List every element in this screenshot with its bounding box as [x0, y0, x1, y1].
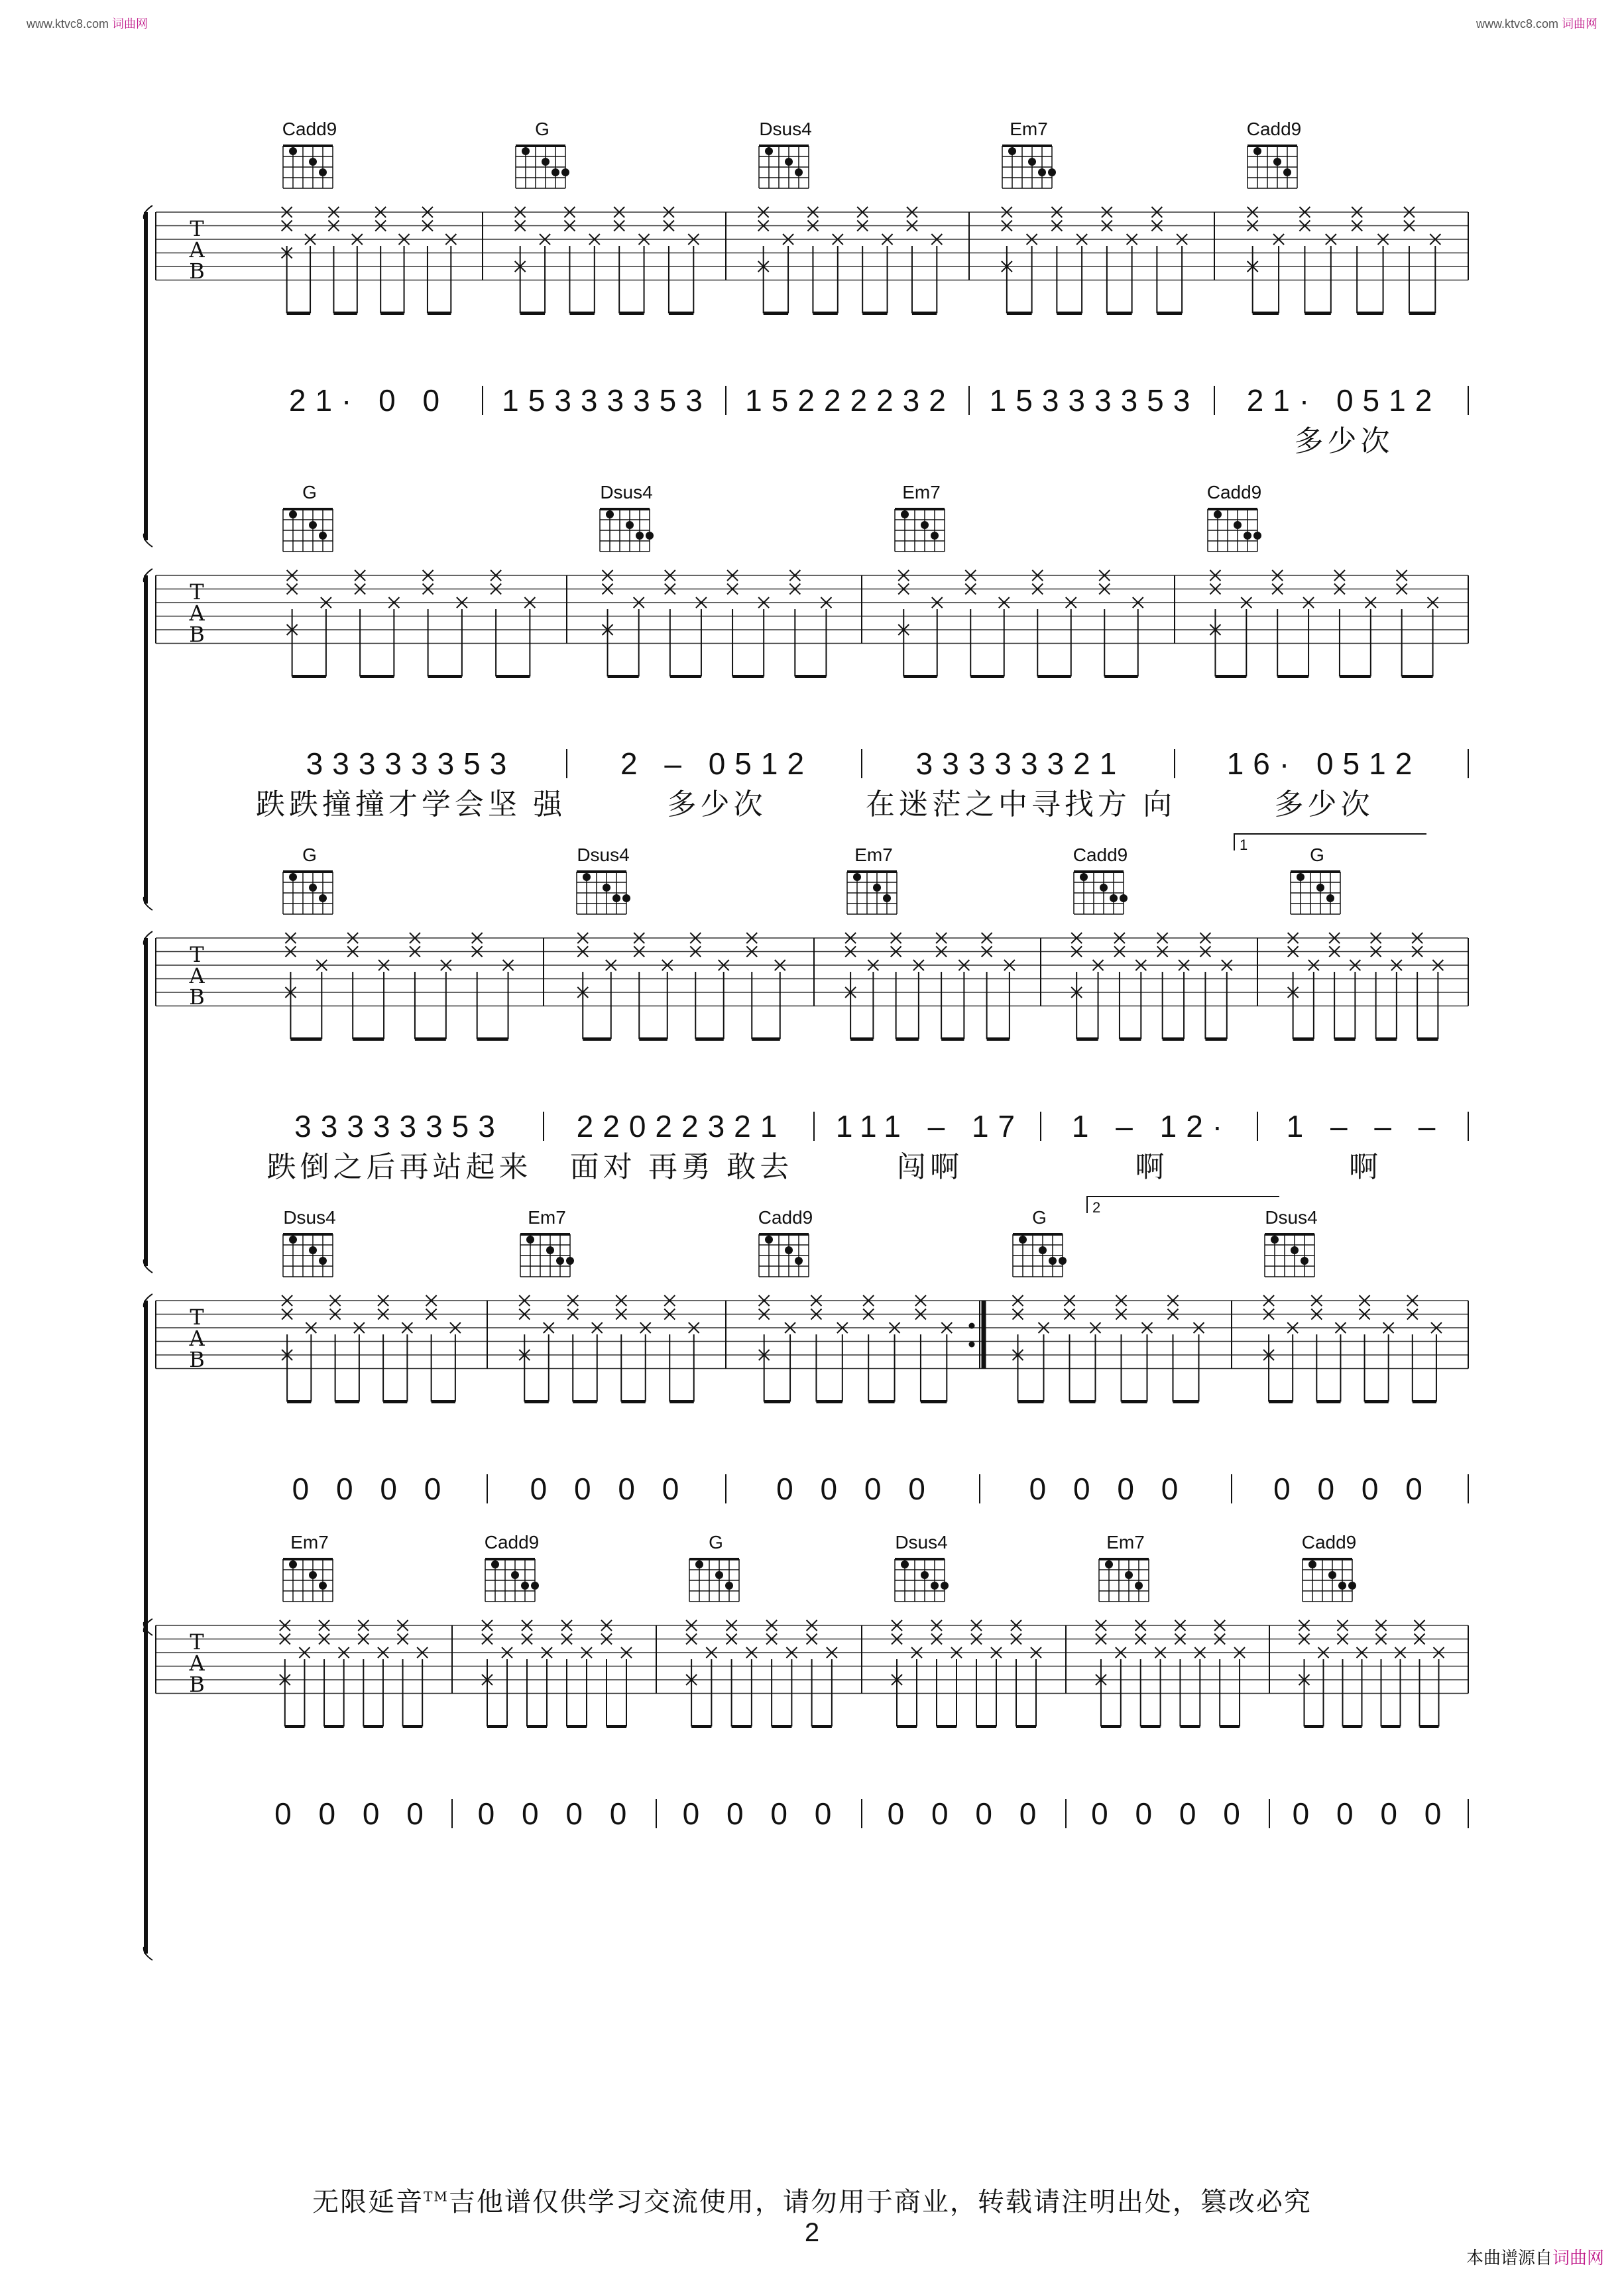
trademark: TM — [424, 2188, 449, 2205]
system-2 — [144, 509, 1468, 910]
jianpu-measure: 0 0 0 0 — [477, 1796, 636, 1831]
chord-finger-dot — [309, 1246, 317, 1254]
tab-clef-letter: A — [189, 1326, 205, 1351]
header-brand-right: 词曲网 — [1562, 17, 1597, 30]
chord-name: G — [709, 1532, 723, 1552]
chord-finger-dot — [765, 1236, 773, 1244]
tab-clef-letter: T — [190, 942, 204, 967]
chord-name: Em7 — [854, 845, 893, 865]
chord-name: Dsus4 — [895, 1532, 948, 1552]
chord-finger-dot — [319, 894, 327, 902]
chord-finger-dot — [695, 1560, 703, 1568]
chord-finger-dot — [319, 1582, 327, 1590]
chord-finger-dot — [725, 1582, 733, 1590]
jianpu-measure: 22022321 — [576, 1109, 787, 1143]
tab-clef-letter: T — [190, 216, 204, 241]
chord-finger-dot — [556, 1257, 564, 1265]
chord-finger-dot — [853, 873, 861, 881]
chord-finger-dot — [626, 521, 634, 529]
chord-finger-dot — [309, 884, 317, 892]
chord-name: Cadd9 — [1301, 1532, 1357, 1552]
chord-finger-dot — [1100, 884, 1108, 892]
chord-finger-dot — [883, 894, 891, 902]
chord-name: Dsus4 — [759, 119, 812, 139]
chord-name: G — [1310, 845, 1324, 865]
chord-finger-dot — [551, 168, 559, 176]
chord-finger-dot — [1253, 532, 1261, 540]
chord-finger-dot — [1326, 894, 1334, 902]
chord-name: Em7 — [902, 482, 941, 502]
source-credit: 本曲谱源自词曲网 — [1466, 2249, 1604, 2268]
jianpu-measure: 0 0 0 0 — [1292, 1796, 1451, 1831]
jianpu-measure: 0 0 0 0 — [1029, 1472, 1188, 1506]
chord-finger-dot — [1316, 884, 1324, 892]
tab-clef-letter: T — [190, 579, 204, 605]
chord-finger-dot — [1234, 521, 1242, 529]
chord-finger-dot — [1348, 1582, 1356, 1590]
lyric-text: 啊 — [1349, 1151, 1382, 1183]
chord-finger-dot — [921, 521, 929, 529]
lyric-text: 多少次 — [1274, 788, 1374, 821]
chord-name: Cadd9 — [758, 1207, 813, 1228]
page-number: 2 — [804, 2218, 820, 2247]
chord-finger-dot — [289, 1236, 297, 1244]
jianpu-measure: 0 0 0 0 — [1091, 1796, 1249, 1831]
jianpu-measure: 0 0 0 0 — [530, 1472, 689, 1506]
chord-finger-dot — [1308, 1560, 1316, 1568]
chord-finger-dot — [901, 1560, 909, 1568]
header-brand: 词曲网 — [112, 17, 148, 30]
chord-finger-dot — [566, 1257, 574, 1265]
chord-name: Cadd9 — [1073, 845, 1128, 865]
chord-name: Cadd9 — [282, 119, 337, 139]
volta-bracket — [1234, 834, 1426, 850]
chord-finger-dot — [921, 1571, 929, 1579]
chord-finger-dot — [1271, 1236, 1279, 1244]
chord-finger-dot — [531, 1582, 539, 1590]
chord-name: G — [1032, 1207, 1047, 1228]
tab-clef-letter: B — [189, 1672, 205, 1697]
jianpu-measure: 1 – 12· — [1071, 1109, 1232, 1143]
chord-finger-dot — [1080, 873, 1088, 881]
header-url-right: www.ktvc8.com — [1476, 17, 1558, 30]
chord-finger-dot — [612, 894, 620, 902]
chord-finger-dot — [1244, 532, 1251, 540]
volta-number: 2 — [1092, 1199, 1101, 1216]
jianpu-measure: 1 – – – — [1286, 1109, 1445, 1143]
chord-name: G — [302, 845, 317, 865]
tab-clef-letter: T — [190, 1305, 204, 1330]
chord-finger-dot — [1297, 873, 1305, 881]
jianpu-measure: 0 0 0 0 — [1273, 1472, 1432, 1506]
jianpu-measure: 15222232 — [745, 383, 955, 418]
system-1 — [144, 146, 1468, 547]
chord-finger-dot — [309, 521, 317, 529]
chord-finger-dot — [491, 1560, 499, 1568]
chord-finger-dot — [542, 158, 550, 166]
tab-clef-letter: B — [189, 1347, 205, 1372]
chord-finger-dot — [289, 1560, 297, 1568]
chord-finger-dot — [1135, 1582, 1143, 1590]
chord-finger-dot — [795, 168, 803, 176]
lyric-text: 跌跌撞撞才学会坚 强 — [255, 788, 567, 821]
chord-finger-dot — [1059, 1257, 1067, 1265]
jianpu-measure: 0 0 0 0 — [682, 1796, 841, 1831]
header-url: www.ktvc8.com — [27, 17, 109, 30]
chord-finger-dot — [583, 873, 591, 881]
chord-finger-dot — [636, 532, 644, 540]
chord-finger-dot — [526, 1236, 534, 1244]
chord-name: Em7 — [1010, 119, 1048, 139]
tab-clef-letter: A — [189, 1651, 205, 1676]
jianpu-measure: 15333353 — [502, 383, 712, 418]
jianpu-measure: 33333353 — [294, 1109, 504, 1143]
chord-finger-dot — [1110, 894, 1118, 902]
lyric-text: 多少次 — [667, 788, 767, 821]
tab-clef-letter: A — [189, 237, 205, 263]
chord-name: Dsus4 — [577, 845, 630, 865]
jianpu-measure: 21· 0512 — [1246, 383, 1442, 418]
chord-finger-dot — [289, 873, 297, 881]
chord-finger-dot — [1301, 1257, 1308, 1265]
chord-name: Cadd9 — [1246, 119, 1302, 139]
jianpu-measure: 2 – 0512 — [620, 746, 814, 781]
chord-finger-dot — [931, 532, 939, 540]
chord-finger-dot — [521, 1582, 529, 1590]
chord-finger-dot — [1105, 1560, 1113, 1568]
chord-finger-dot — [1120, 894, 1128, 902]
chord-finger-dot — [646, 532, 654, 540]
tab-clef-letter: A — [189, 601, 205, 626]
chord-finger-dot — [873, 884, 881, 892]
chord-finger-dot — [931, 1582, 939, 1590]
jianpu-measure: 0 0 0 0 — [776, 1472, 935, 1506]
lyric-text: 面对 再勇 敢去 — [569, 1151, 793, 1183]
chord-finger-dot — [1125, 1571, 1133, 1579]
chord-finger-dot — [511, 1571, 519, 1579]
chord-finger-dot — [319, 532, 327, 540]
chord-finger-dot — [1048, 168, 1056, 176]
chord-name: Em7 — [1106, 1532, 1145, 1552]
lyric-text: 跌倒之后再站起来 — [266, 1151, 532, 1183]
chord-name: Dsus4 — [600, 482, 653, 502]
jianpu-measure: 33333353 — [306, 746, 516, 781]
chord-name: Cadd9 — [484, 1532, 540, 1552]
chord-finger-dot — [1328, 1571, 1336, 1579]
repeat-dot — [969, 1323, 975, 1329]
chord-finger-dot — [1338, 1582, 1346, 1590]
jianpu-measure: 0 0 0 0 — [274, 1796, 433, 1831]
chord-finger-dot — [715, 1571, 723, 1579]
system-5 — [144, 1559, 1468, 1960]
chord-finger-dot — [795, 1257, 803, 1265]
chord-name: Em7 — [528, 1207, 566, 1228]
chord-finger-dot — [1008, 147, 1016, 155]
tab-clef-letter: B — [189, 259, 205, 284]
chord-finger-dot — [603, 884, 610, 892]
volta-bracket — [1087, 1197, 1279, 1213]
chord-finger-dot — [1049, 1257, 1057, 1265]
chord-finger-dot — [901, 510, 909, 518]
jianpu-measure: 0 0 0 0 — [292, 1472, 451, 1506]
tab-clef-letter: B — [189, 984, 205, 1010]
chord-finger-dot — [319, 1257, 327, 1265]
chord-finger-dot — [941, 1582, 949, 1590]
chord-finger-dot — [1028, 158, 1036, 166]
volta-number: 1 — [1240, 837, 1248, 853]
jianpu-measure: 33333321 — [915, 746, 1126, 781]
chord-name: G — [535, 119, 550, 139]
chord-finger-dot — [785, 158, 793, 166]
jianpu-measure: 0 0 0 0 — [887, 1796, 1046, 1831]
chord-name: Dsus4 — [1265, 1207, 1318, 1228]
repeat-dot — [969, 1342, 975, 1348]
chord-name: Dsus4 — [283, 1207, 336, 1228]
chord-finger-dot — [606, 510, 614, 518]
chord-finger-dot — [622, 894, 630, 902]
chord-finger-dot — [522, 147, 530, 155]
chord-finger-dot — [1291, 1246, 1299, 1254]
chord-finger-dot — [309, 158, 317, 166]
jianpu-measure: 21· 0 0 — [288, 383, 449, 418]
tab-clef-letter: A — [189, 963, 205, 988]
lyric-text: 啊 — [1135, 1151, 1169, 1183]
chord-finger-dot — [1273, 158, 1281, 166]
lyric-text: 在迷茫之中寻找方 向 — [865, 788, 1177, 821]
chord-finger-dot — [319, 168, 327, 176]
chord-finger-dot — [546, 1246, 554, 1254]
chord-finger-dot — [1038, 168, 1046, 176]
chord-name: Em7 — [290, 1532, 329, 1552]
chord-finger-dot — [1283, 168, 1291, 176]
chord-finger-dot — [289, 147, 297, 155]
chord-name: Cadd9 — [1206, 482, 1262, 502]
chord-finger-dot — [561, 168, 569, 176]
tab-clef-letter: B — [189, 622, 205, 647]
tab-clef-letter: T — [190, 1629, 204, 1655]
jianpu-measure: 111 – 17 — [835, 1109, 1025, 1143]
chord-finger-dot — [765, 147, 773, 155]
chord-finger-dot — [1214, 510, 1222, 518]
chord-finger-dot — [289, 510, 297, 518]
jianpu-measure: 16· 0512 — [1226, 746, 1422, 781]
chord-finger-dot — [1253, 147, 1261, 155]
chord-finger-dot — [785, 1246, 793, 1254]
chord-name: G — [302, 482, 317, 502]
lyric-text: 闯啊 — [897, 1151, 963, 1183]
chord-finger-dot — [1039, 1246, 1047, 1254]
lyric-text: 多少次 — [1294, 425, 1394, 457]
chord-finger-dot — [1019, 1236, 1027, 1244]
copyright-notice: 无限延音™吉他谱仅供学习交流使用，请勿用于商业，转载请注明出处，篡改必究 — [312, 2187, 1312, 2217]
system-4 — [144, 1234, 1468, 1635]
jianpu-measure: 15333353 — [989, 383, 1200, 418]
chord-finger-dot — [309, 1571, 317, 1579]
